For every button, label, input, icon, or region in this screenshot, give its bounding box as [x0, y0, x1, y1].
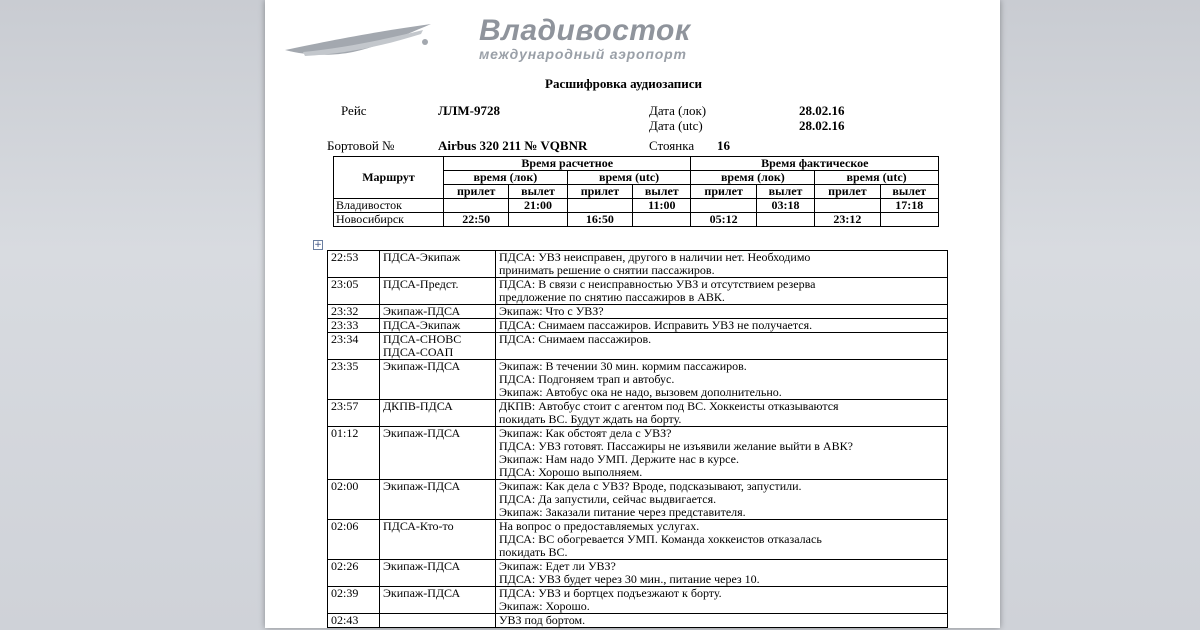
message-line: ДКПВ: Автобус стоит с агентом под ВС. Хоккеисты отказываются: [499, 399, 839, 413]
participants-line: ПДСА-Экипаж: [383, 250, 461, 264]
participants-line: Экипаж-ПДСА: [383, 426, 461, 440]
message-line: Экипаж: Что с УВЗ?: [499, 304, 604, 318]
message-cell: [496, 251, 948, 278]
message-line: На вопрос о предоставляемых услугах.: [499, 519, 700, 533]
participants-line: ПДСА-Кто-то: [383, 519, 454, 533]
time-cell: [691, 199, 756, 213]
participants-line: Экипаж-ПДСА: [383, 304, 461, 318]
document-page: [265, 0, 1000, 628]
message-cell: [496, 400, 948, 427]
message-cell: [496, 614, 948, 628]
message-line: Экипаж: Заказали питание через представителя.: [499, 505, 746, 519]
stand-label: Стоянка: [649, 138, 695, 153]
transcript-row: [328, 520, 948, 560]
message-line: Экипаж: Как обстоят дела с УВЗ?: [499, 426, 672, 440]
message-cell: [496, 305, 948, 319]
departure-header: вылет: [509, 185, 567, 199]
route-cell: Новосибирск: [334, 213, 444, 227]
time-cell: 02:00: [328, 480, 380, 520]
participants-cell: [380, 333, 496, 360]
time-cell: [815, 199, 880, 213]
flight-label: Рейс: [341, 103, 367, 118]
time-cell: 22:50: [444, 213, 509, 227]
time-cell: 02:43: [328, 614, 380, 628]
message-line: принимать решение о снятии пассажиров.: [499, 263, 715, 277]
message-line: Экипаж: Автобус ока не надо, вызовем дополнительно.: [499, 385, 782, 399]
arrival-header: прилет: [815, 185, 880, 199]
table-move-handle-icon[interactable]: +: [314, 240, 322, 250]
participants-line: ДКПВ-ПДСА: [383, 399, 453, 413]
time-cell: 03:18: [756, 199, 814, 213]
date-utc-value: 28.02.16: [799, 118, 845, 133]
actual-local-header: время (лок): [691, 171, 815, 185]
participants-cell: [380, 319, 496, 333]
transcript-row: [328, 333, 948, 360]
route-cell: Владивосток: [334, 199, 444, 213]
participants-cell: [380, 427, 496, 480]
airport-logo: [283, 14, 703, 66]
time-cell: [509, 213, 567, 227]
airplane-wing-icon: [283, 22, 433, 62]
departure-header: вылет: [633, 185, 691, 199]
time-cell: 23:12: [815, 213, 880, 227]
transcript-row: [328, 251, 948, 278]
time-cell: 05:12: [691, 213, 756, 227]
time-cell: 21:00: [509, 199, 567, 213]
participants-line: ПДСА-Предст.: [383, 277, 459, 291]
route-header: Маршрут: [334, 157, 444, 199]
participants-line: ПДСА-СОАП: [383, 345, 454, 359]
message-line: ПДСА: В связи с неисправностью УВЗ и отсутствием резерва: [499, 277, 816, 291]
participants-line: Экипаж-ПДСА: [383, 559, 461, 573]
message-cell: [496, 520, 948, 560]
participants-cell: [380, 360, 496, 400]
message-line: Экипаж: Нам надо УМП. Держите нас в курсе.: [499, 452, 739, 466]
transcript-row: [328, 480, 948, 520]
time-cell: [633, 213, 691, 227]
participants-line: Экипаж-ПДСА: [383, 479, 461, 493]
participants-cell: [380, 480, 496, 520]
time-cell: [880, 213, 938, 227]
time-cell: 02:06: [328, 520, 380, 560]
time-cell: 23:35: [328, 360, 380, 400]
schedule-table: [333, 156, 939, 227]
flight-value: ЛЛМ-9728: [438, 103, 500, 118]
transcript-row: [328, 278, 948, 305]
participants-line: ПДСА-СНОВС: [383, 332, 462, 346]
message-line: предложение по снятию пассажиров в АВК.: [499, 290, 725, 304]
participants-line: ПДСА-Экипаж: [383, 318, 461, 332]
participants-cell: [380, 305, 496, 319]
arrival-header: прилет: [567, 185, 632, 199]
time-cell: 23:33: [328, 319, 380, 333]
document-title: Расшифровка аудиозаписи: [545, 76, 703, 91]
time-cell: [756, 213, 814, 227]
schedule-row: [334, 199, 939, 213]
departure-header: вылет: [756, 185, 814, 199]
message-cell: [496, 427, 948, 480]
message-line: ПДСА: Да запустили, сейчас выдвигается.: [499, 492, 717, 506]
transcript-row: [328, 560, 948, 587]
transcript-row: [328, 319, 948, 333]
message-line: ПДСА: УВЗ неисправен, другого в наличии нет. Необходимо: [499, 250, 811, 264]
message-line: покидать ВС. Будут ждать на борту.: [499, 412, 682, 426]
logo-title: Владивосток: [479, 14, 691, 47]
message-line: УВЗ под бортом.: [499, 613, 586, 627]
message-line: ПДСА: Подгоняем трап и автобус.: [499, 372, 675, 386]
time-cell: 11:00: [633, 199, 691, 213]
message-cell: [496, 278, 948, 305]
participants-cell: [380, 278, 496, 305]
participants-cell: [380, 520, 496, 560]
transcript-row: [328, 614, 948, 628]
message-line: ПДСА: Снимаем пассажиров.: [499, 332, 652, 346]
date-local-label: Дата (лок): [649, 103, 707, 118]
message-line: Экипаж: Хорошо.: [499, 599, 590, 613]
time-cell: [444, 199, 509, 213]
actual-utc-header: время (utc): [815, 171, 939, 185]
time-cell: 23:57: [328, 400, 380, 427]
message-line: ПДСА: УВЗ и бортцех подъезжают к борту.: [499, 586, 722, 600]
participants-cell: [380, 560, 496, 587]
schedule-row: [334, 213, 939, 227]
arrival-header: прилет: [691, 185, 756, 199]
participants-cell: [380, 400, 496, 427]
time-cell: 01:12: [328, 427, 380, 480]
time-cell: [567, 199, 632, 213]
message-cell: [496, 560, 948, 587]
transcript-row: [328, 400, 948, 427]
transcript-row: [328, 360, 948, 400]
board-value: Airbus 320 211 № VQBNR: [438, 138, 588, 153]
transcript-table: [327, 250, 948, 628]
departure-header: вылет: [880, 185, 938, 199]
planned-local-header: время (лок): [444, 171, 568, 185]
planned-time-header: Время расчетное: [444, 157, 691, 171]
transcript-row: [328, 587, 948, 614]
time-cell: 23:32: [328, 305, 380, 319]
participants-cell: [380, 587, 496, 614]
actual-time-header: Время фактическое: [691, 157, 939, 171]
time-cell: 23:34: [328, 333, 380, 360]
message-line: Экипаж: Как дела с УВЗ? Вроде, подсказывают, запустили.: [499, 479, 802, 493]
message-cell: [496, 319, 948, 333]
message-line: покидать ВС.: [499, 545, 568, 559]
date-local-value: 28.02.16: [799, 103, 845, 118]
stand-value: 16: [717, 138, 730, 153]
time-cell: 02:39: [328, 587, 380, 614]
participants-cell: [380, 614, 496, 628]
message-line: ПДСА: ВС обогревается УМП. Команда хоккеистов отказалась: [499, 532, 822, 546]
message-cell: [496, 333, 948, 360]
arrival-header: прилет: [444, 185, 509, 199]
date-utc-label: Дата (utc): [649, 118, 703, 133]
message-line: Экипаж: Едет ли УВЗ?: [499, 559, 616, 573]
message-cell: [496, 587, 948, 614]
time-cell: 22:53: [328, 251, 380, 278]
transcript-row: [328, 305, 948, 319]
message-line: ПДСА: Снимаем пассажиров. Исправить УВЗ не получается.: [499, 318, 813, 332]
message-line: ПДСА: Хорошо выполняем.: [499, 465, 643, 479]
participants-line: Экипаж-ПДСА: [383, 586, 461, 600]
time-cell: 17:18: [880, 199, 938, 213]
message-cell: [496, 360, 948, 400]
time-cell: 02:26: [328, 560, 380, 587]
message-line: ПДСА: УВЗ готовят. Пассажиры не изъявили желание выйти в АВК?: [499, 439, 853, 453]
planned-utc-header: время (utc): [567, 171, 691, 185]
logo-subtitle: международный аэропорт: [479, 46, 687, 62]
board-label: Бортовой №: [327, 138, 395, 153]
time-cell: 23:05: [328, 278, 380, 305]
participants-line: Экипаж-ПДСА: [383, 359, 461, 373]
transcript-row: [328, 427, 948, 480]
message-line: ПДСА: УВЗ будет через 30 мин., питание через 10.: [499, 572, 760, 586]
message-line: Экипаж: В течении 30 мин. кормим пассажиров.: [499, 359, 747, 373]
time-cell: 16:50: [567, 213, 632, 227]
participants-cell: [380, 251, 496, 278]
message-cell: [496, 480, 948, 520]
